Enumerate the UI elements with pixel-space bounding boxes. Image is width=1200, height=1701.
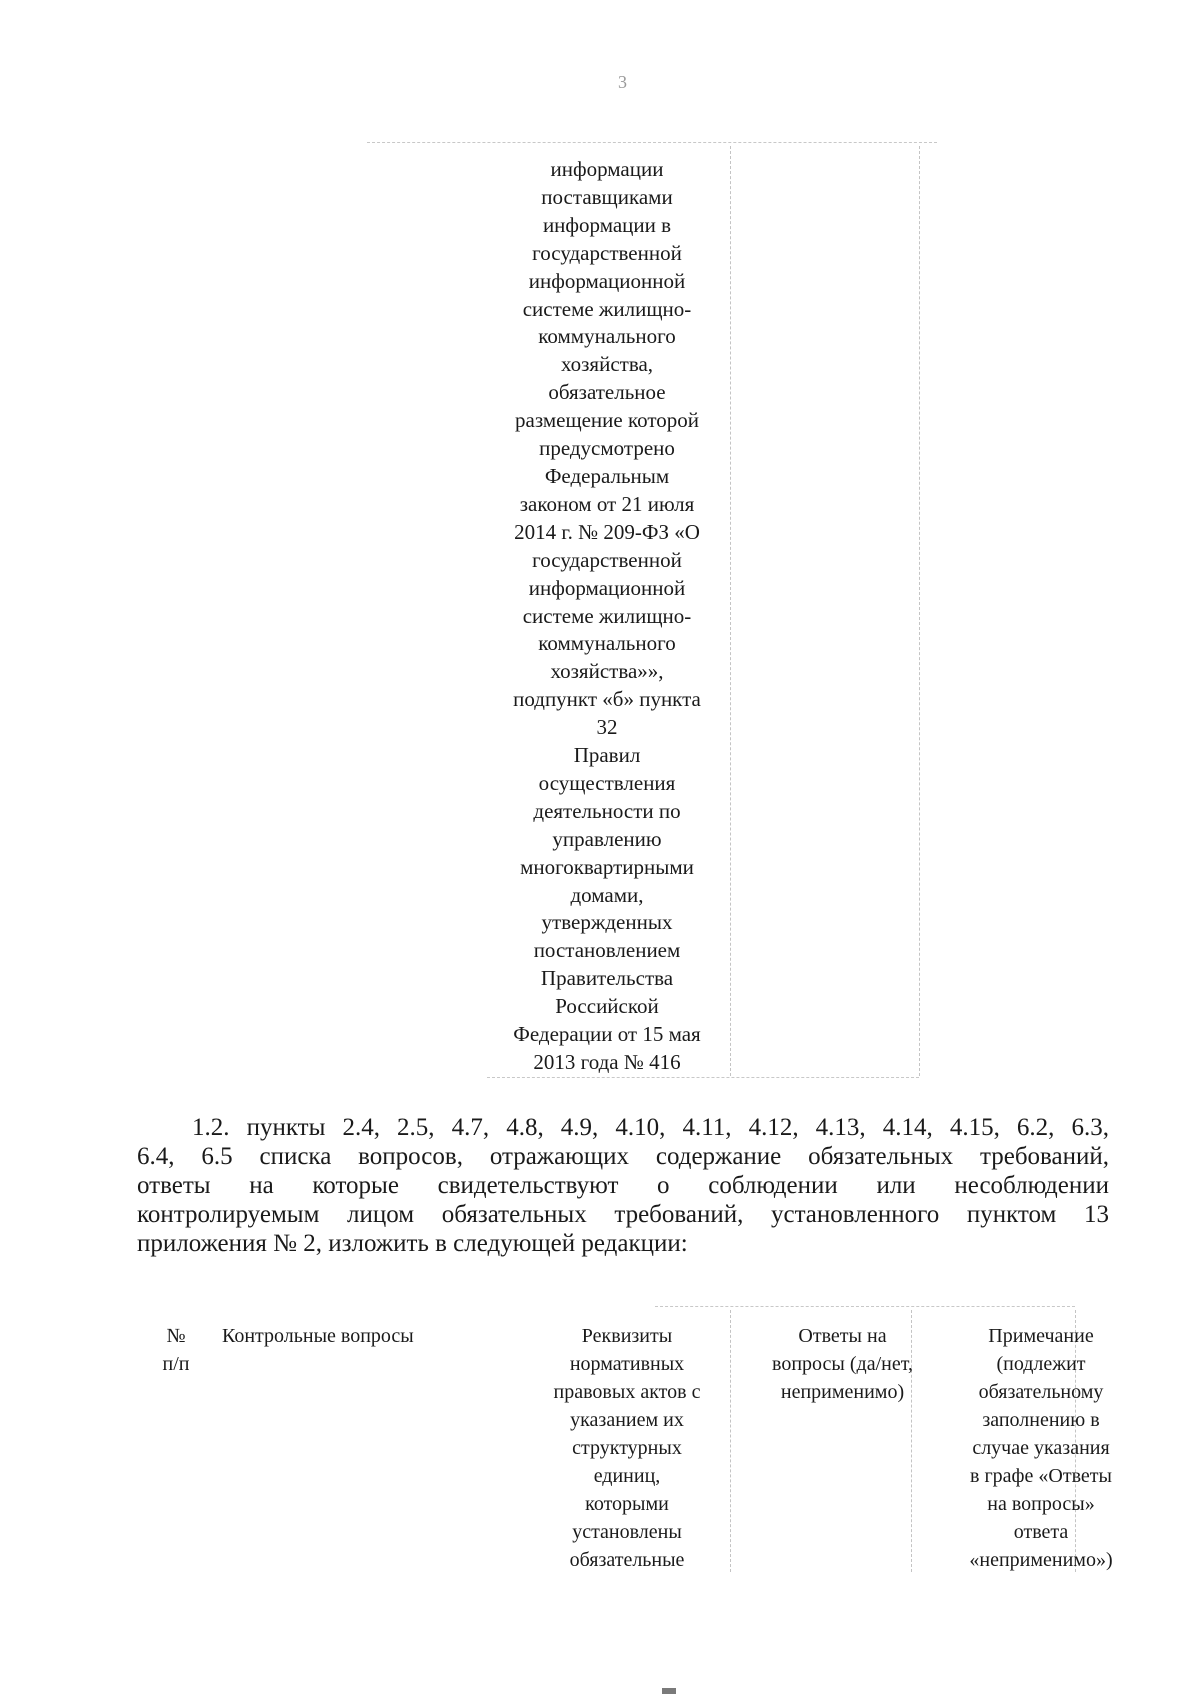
amendment-paragraph [137,1113,1109,1258]
header-text-line: обязательному [978,1381,1104,1403]
header-text-line: правовых актов с [553,1381,701,1403]
header-text-line: п/п [162,1353,190,1375]
header-text-line: установлены [572,1521,682,1543]
column-header-questions [222,1322,472,1350]
paragraph-line: ответы на которые свидетельствуют о соблюдении или несоблюдении [137,1172,1109,1199]
table-bottom-border [487,1077,919,1078]
column-header-number [154,1322,198,1378]
cell-text-line: постановлением [533,938,681,963]
cell-text-line: законом от 21 июля [519,491,695,516]
paragraph-line: 6.4, 6.5 списка вопросов, отражающих содержание обязательных требований, [137,1143,1109,1170]
checklist-table-header [140,1306,1113,1576]
table-top-border [367,142,937,143]
column-header-requisites [522,1322,732,1574]
column-divider [730,146,731,1076]
header-text-line: Примечание [988,1325,1094,1347]
cell-text-line: коммунального [538,631,676,656]
cell-text-line: системе жилищно- [522,603,692,628]
cell-text-line: Правил [573,743,641,768]
table-top-border [655,1306,1075,1307]
cell-text-line: государственной [532,240,682,265]
requisites-cell [487,156,727,1077]
cell-text-line: системе жилищно- [522,296,692,321]
cell-text-line: хозяйства»», [550,659,664,684]
header-text-line: неприменимо) [780,1381,905,1403]
cell-text-line: информации в [542,212,672,237]
column-header-note [915,1322,1167,1574]
column-divider [919,146,920,1076]
cell-text-line: управлению [552,826,662,851]
cell-text-line: хозяйства, [560,352,654,377]
cell-text-line: информационной [528,575,686,600]
cell-text-line: многоквартирными [520,854,694,879]
cell-text-line: подпункт «б» пункта [513,687,701,712]
cell-text-line: обязательное [548,380,666,405]
page-edge-mark [662,1688,676,1694]
header-text-line: Реквизиты [581,1325,673,1347]
header-text-line: Ответы на [798,1325,887,1347]
cell-text-line: осуществления [538,770,676,795]
header-text-line: вопросы (да/нет, [772,1353,913,1375]
cell-text-line: информации [550,157,664,181]
cell-text-line: информационной [528,268,686,293]
cell-text-line: утвержденных [541,910,673,935]
header-text-line: на вопросы» [987,1493,1095,1515]
cell-text-line: Федерации от 15 мая [513,1022,701,1047]
cell-text-line: деятельности по [533,798,681,823]
header-text-line: нормативных [569,1353,685,1375]
cell-text-line: предусмотрено [539,436,675,461]
header-text-line: № [166,1325,186,1347]
paragraph-line: контролируемым лицом обязательных требований, установленного пунктом 13 [137,1201,1109,1228]
header-text-line: заполнению в [982,1409,1100,1431]
cell-text-line: 2014 г. № 209-ФЗ «О [514,519,700,544]
cell-text-line: размещение которой [515,408,699,433]
cell-text-line: коммунального [538,324,676,349]
header-text-line: структурных [572,1437,682,1459]
header-text-line: Контрольные вопросы [222,1325,414,1347]
header-text-line: случае указания [972,1437,1110,1459]
header-text-line: единиц, [593,1465,661,1487]
cell-text-line: домами, [570,882,644,907]
cell-text-line: государственной [532,547,682,572]
header-text-line: обязательные [569,1549,685,1571]
cell-text-line: 32 [596,715,618,740]
cell-text-line: поставщиками [541,184,673,209]
cell-text-line: Федеральным [544,463,670,488]
paragraph-line: приложения № 2, изложить в следующей редакции: [137,1230,688,1257]
cell-text-line: Правительства [540,966,674,991]
header-text-line: «неприменимо») [969,1549,1113,1571]
continuation-table [487,142,919,1082]
paragraph-line: 1.2. пункты 2.4, 2.5, 4.7, 4.8, 4.9, 4.10, 4.11, 4.12, 4.13, 4.14, 4.15, 6.2, 6.3, [192,1114,1109,1141]
cell-text-line: Российской [555,994,659,1019]
header-text-line: (подлежит [996,1353,1086,1375]
header-text-line: которыми [585,1493,669,1515]
cell-text-line: 2013 года № 416 [533,1050,681,1074]
header-text-line: в графе «Ответы [970,1465,1112,1487]
header-text-line: указанием их [570,1409,684,1431]
header-text-line: ответа [1013,1521,1069,1543]
page-number: 3 [618,72,627,92]
